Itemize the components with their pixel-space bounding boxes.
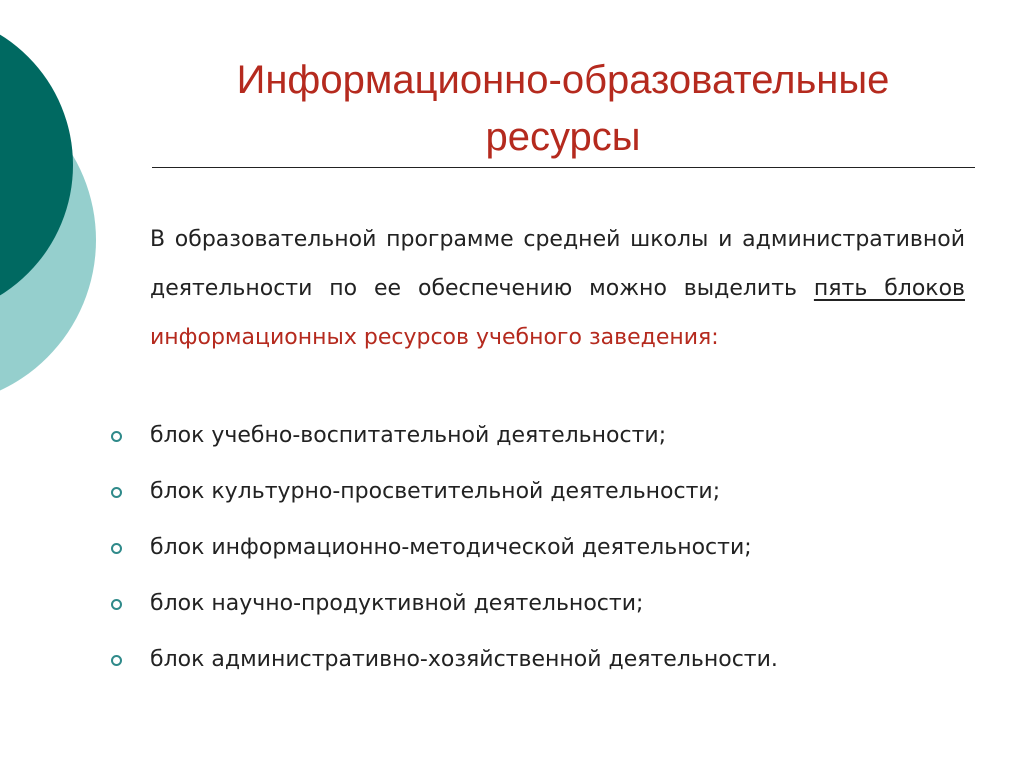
list-item — [0, 414, 1000, 470]
highlighted-phrase: информационных ресурсов учебного заведения: — [150, 325, 719, 350]
list-item-text: блок культурно-просветительной деятельности; — [150, 479, 721, 504]
intro-paragraph — [150, 215, 965, 362]
list-item — [0, 638, 1000, 694]
list-item-text: блок учебно-воспитательной деятельности; — [150, 423, 667, 448]
circle-bullet-icon — [111, 431, 122, 442]
circle-bullet-icon — [111, 599, 122, 610]
intro-text: В образовательной программе средней школы и административной деятельности по ее обеспечению можно выделить — [150, 227, 965, 301]
list-item-text: блок научно-продуктивной деятельности; — [150, 591, 644, 616]
list-item — [0, 526, 1000, 582]
decorative-circles — [0, 0, 110, 400]
title-line-1: Информационно-образовательные — [236, 58, 890, 102]
list-item-text: блок информационно-методической деятельности; — [150, 535, 752, 560]
title-divider — [152, 167, 975, 168]
list-item-text: блок административно-хозяйственной деятельности. — [150, 647, 778, 672]
title-line-2: ресурсы — [485, 115, 641, 159]
circle-bullet-icon — [111, 487, 122, 498]
circle-bullet-icon — [111, 543, 122, 554]
underlined-phrase: пять блоков — [813, 276, 965, 301]
list-item — [0, 582, 1000, 638]
circle-bullet-icon — [111, 655, 122, 666]
page-title — [150, 52, 976, 166]
blocks-list — [0, 414, 1000, 694]
list-item — [0, 470, 1000, 526]
